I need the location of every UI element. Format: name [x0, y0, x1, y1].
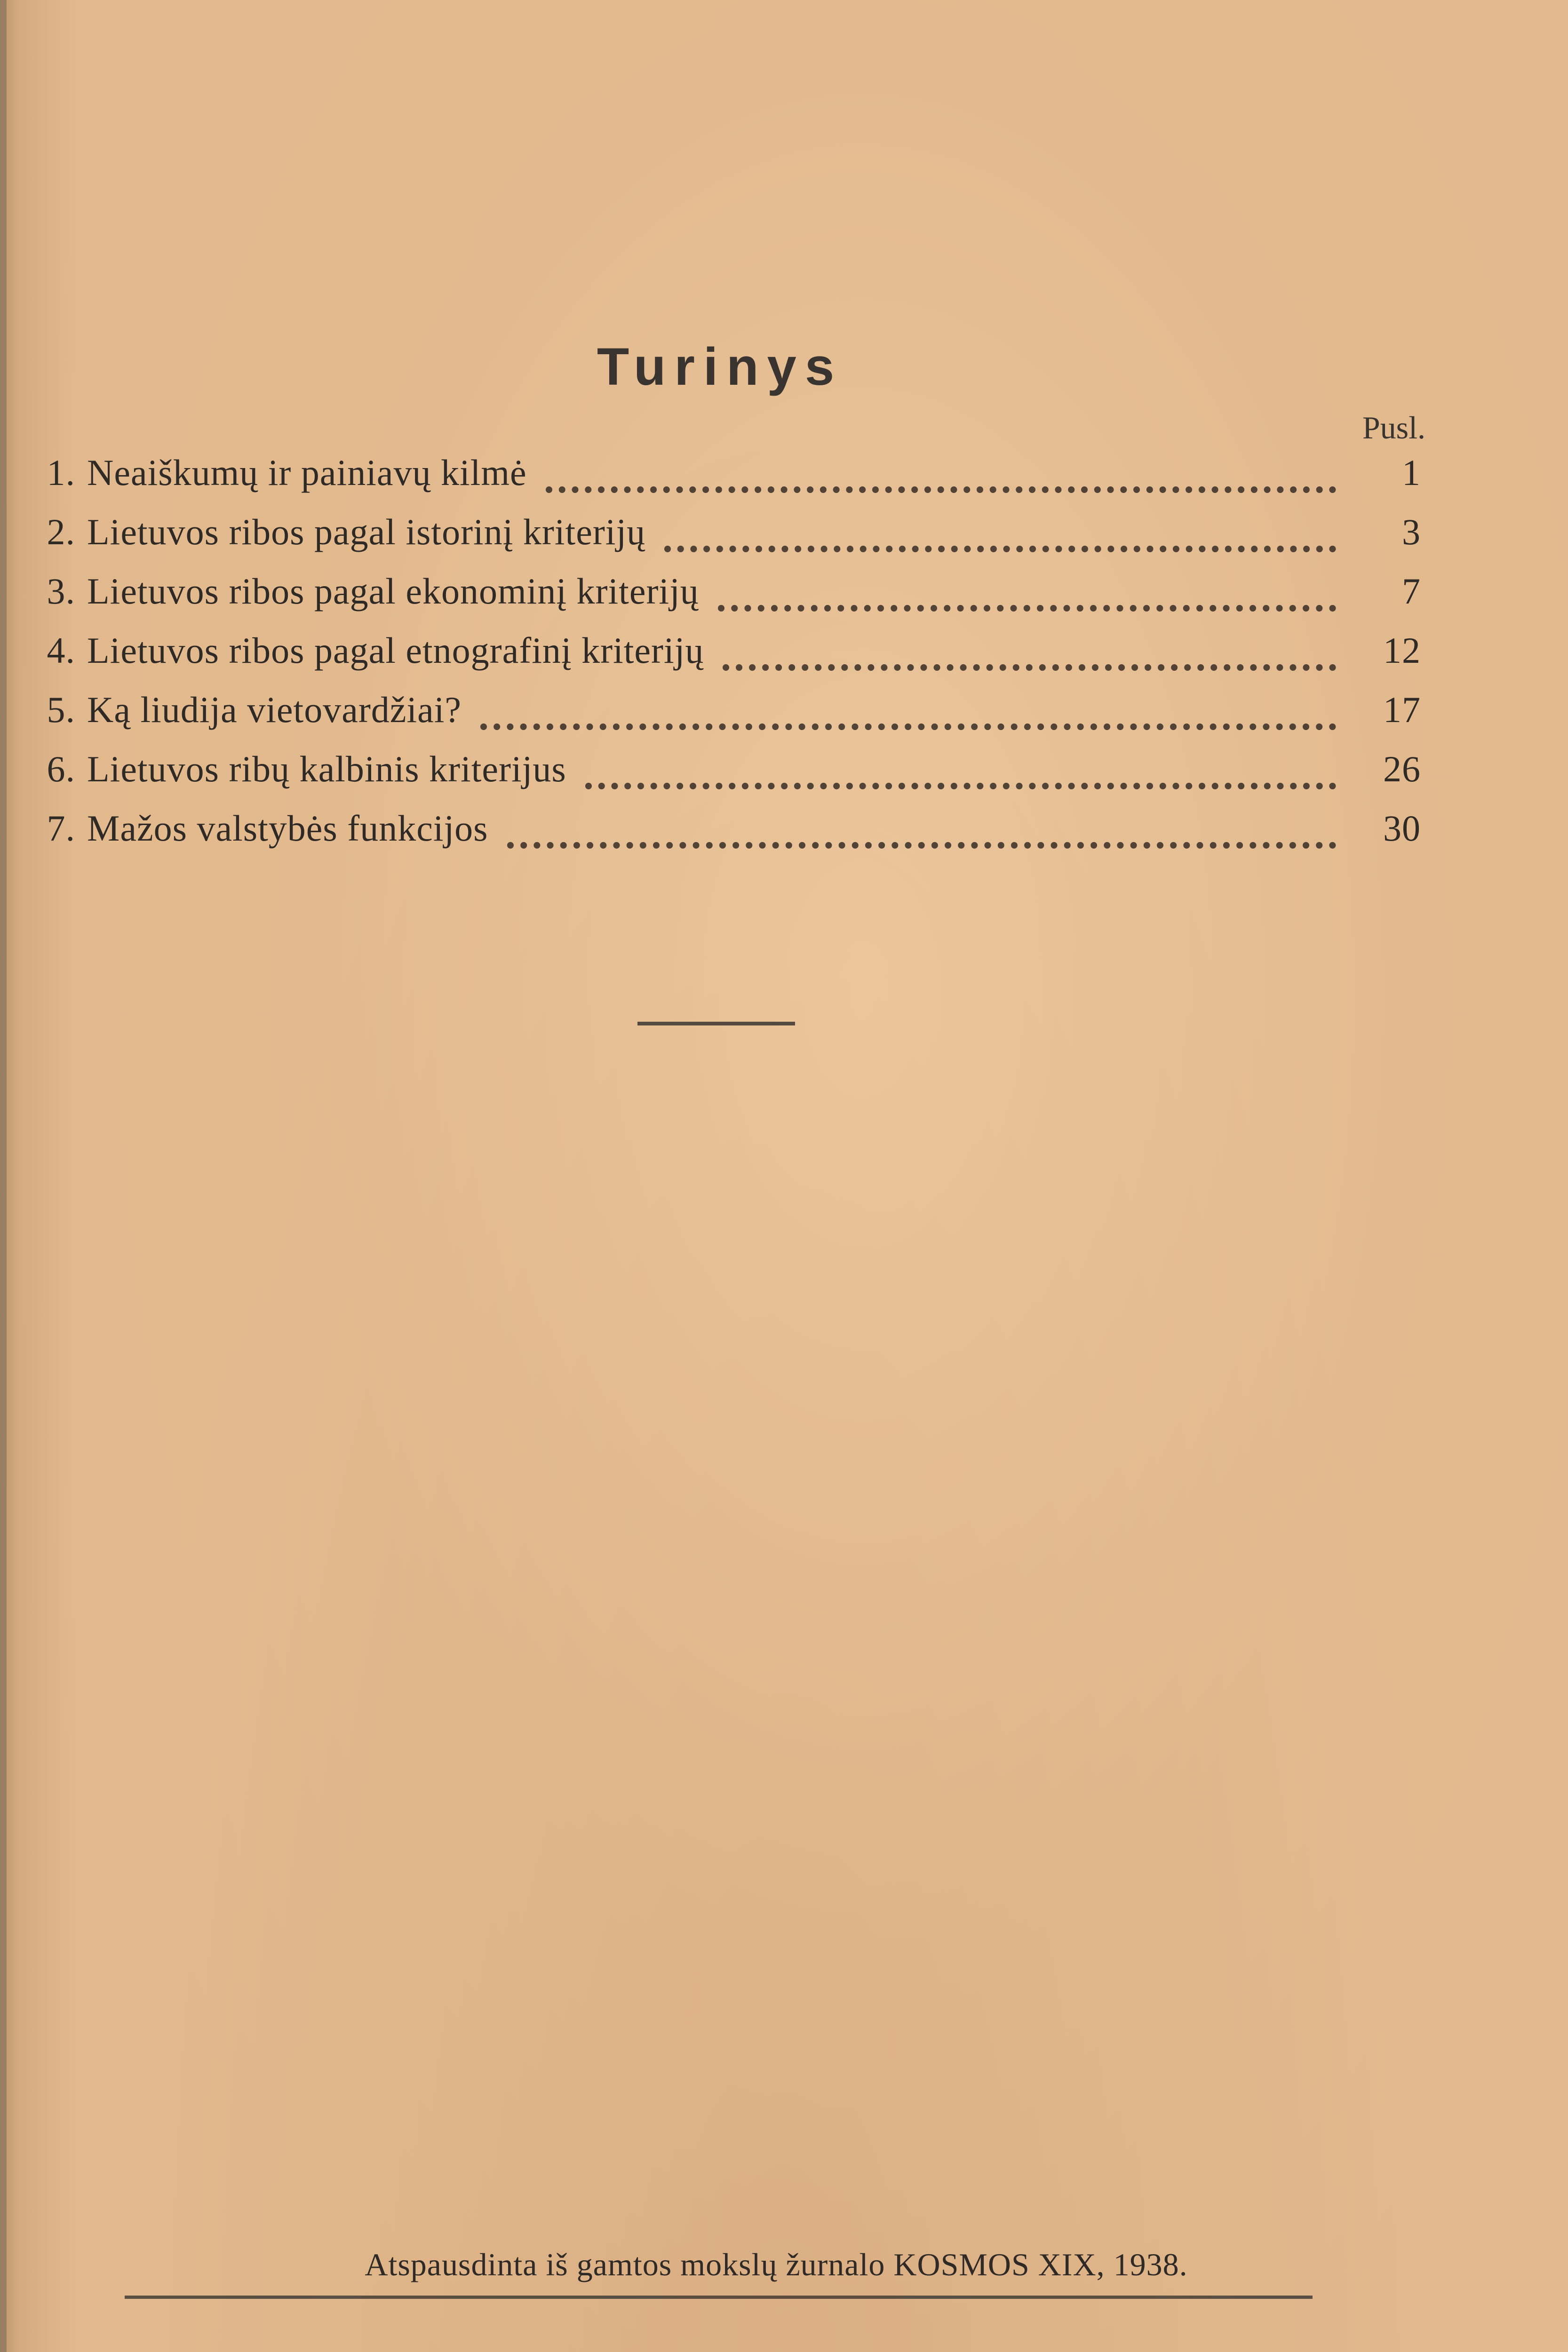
book-spine-edge: [0, 0, 7, 2352]
imprint-note: Atspausdinta iš gamtos mokslų žurnalo KOSMOS XIX, 1938.: [365, 2247, 1188, 2282]
toc-entry-title: Lietuvos ribos pagal etnografinį kriterijų: [87, 630, 704, 671]
section-divider: [637, 1022, 795, 1025]
toc-entry: [28, 570, 1421, 629]
toc-entry-title: Lietuvos ribos pagal istorinį kriterijų: [87, 511, 646, 552]
dot-leader: [718, 605, 1336, 612]
toc-entry-page: 30: [1383, 808, 1421, 849]
toc-entry-number: 2.: [47, 511, 75, 552]
toc-entry-title: Neaiškumų ir painiavų kilmė: [87, 452, 527, 493]
table-of-contents: [28, 452, 1421, 866]
toc-entry: [28, 629, 1421, 689]
dot-leader: [507, 842, 1336, 849]
toc-entry-title: Lietuvos ribos pagal ekonominį kriterijų: [87, 571, 699, 612]
page-column-header: Pusl.: [1362, 410, 1425, 445]
toc-entry-page: 12: [1383, 630, 1421, 671]
dot-leader: [664, 546, 1336, 552]
dot-leader: [546, 486, 1336, 493]
toc-entry-page: 26: [1383, 748, 1421, 789]
toc-entry-title: Mažos valstybės funkcijos: [87, 808, 488, 849]
toc-entry: [28, 452, 1421, 511]
dot-leader: [480, 723, 1336, 730]
toc-entry-number: 7.: [47, 808, 75, 849]
toc-entry-number: 3.: [47, 571, 75, 612]
imprint-rule: [125, 2296, 1313, 2299]
toc-entry-page: 7: [1402, 571, 1421, 612]
toc-entry-page: 3: [1402, 511, 1421, 552]
toc-entry-number: 5.: [47, 689, 75, 730]
toc-entry-page: 1: [1402, 452, 1421, 493]
toc-entry-title: Lietuvos ribų kalbinis kriterijus: [87, 748, 566, 789]
dot-leader: [585, 783, 1336, 789]
toc-entry: [28, 748, 1421, 807]
toc-entry: [28, 689, 1421, 748]
toc-entry-number: 6.: [47, 748, 75, 789]
toc-entry-title: Ką liudija vietovardžiai?: [87, 689, 462, 730]
toc-entry-number: 1.: [47, 452, 75, 493]
toc-entry-page: 17: [1383, 689, 1421, 730]
toc-entry-number: 4.: [47, 630, 75, 671]
page-title: Turinys: [597, 337, 843, 396]
dot-leader: [723, 664, 1336, 671]
toc-entry: [28, 511, 1421, 570]
toc-entry: [28, 807, 1421, 866]
